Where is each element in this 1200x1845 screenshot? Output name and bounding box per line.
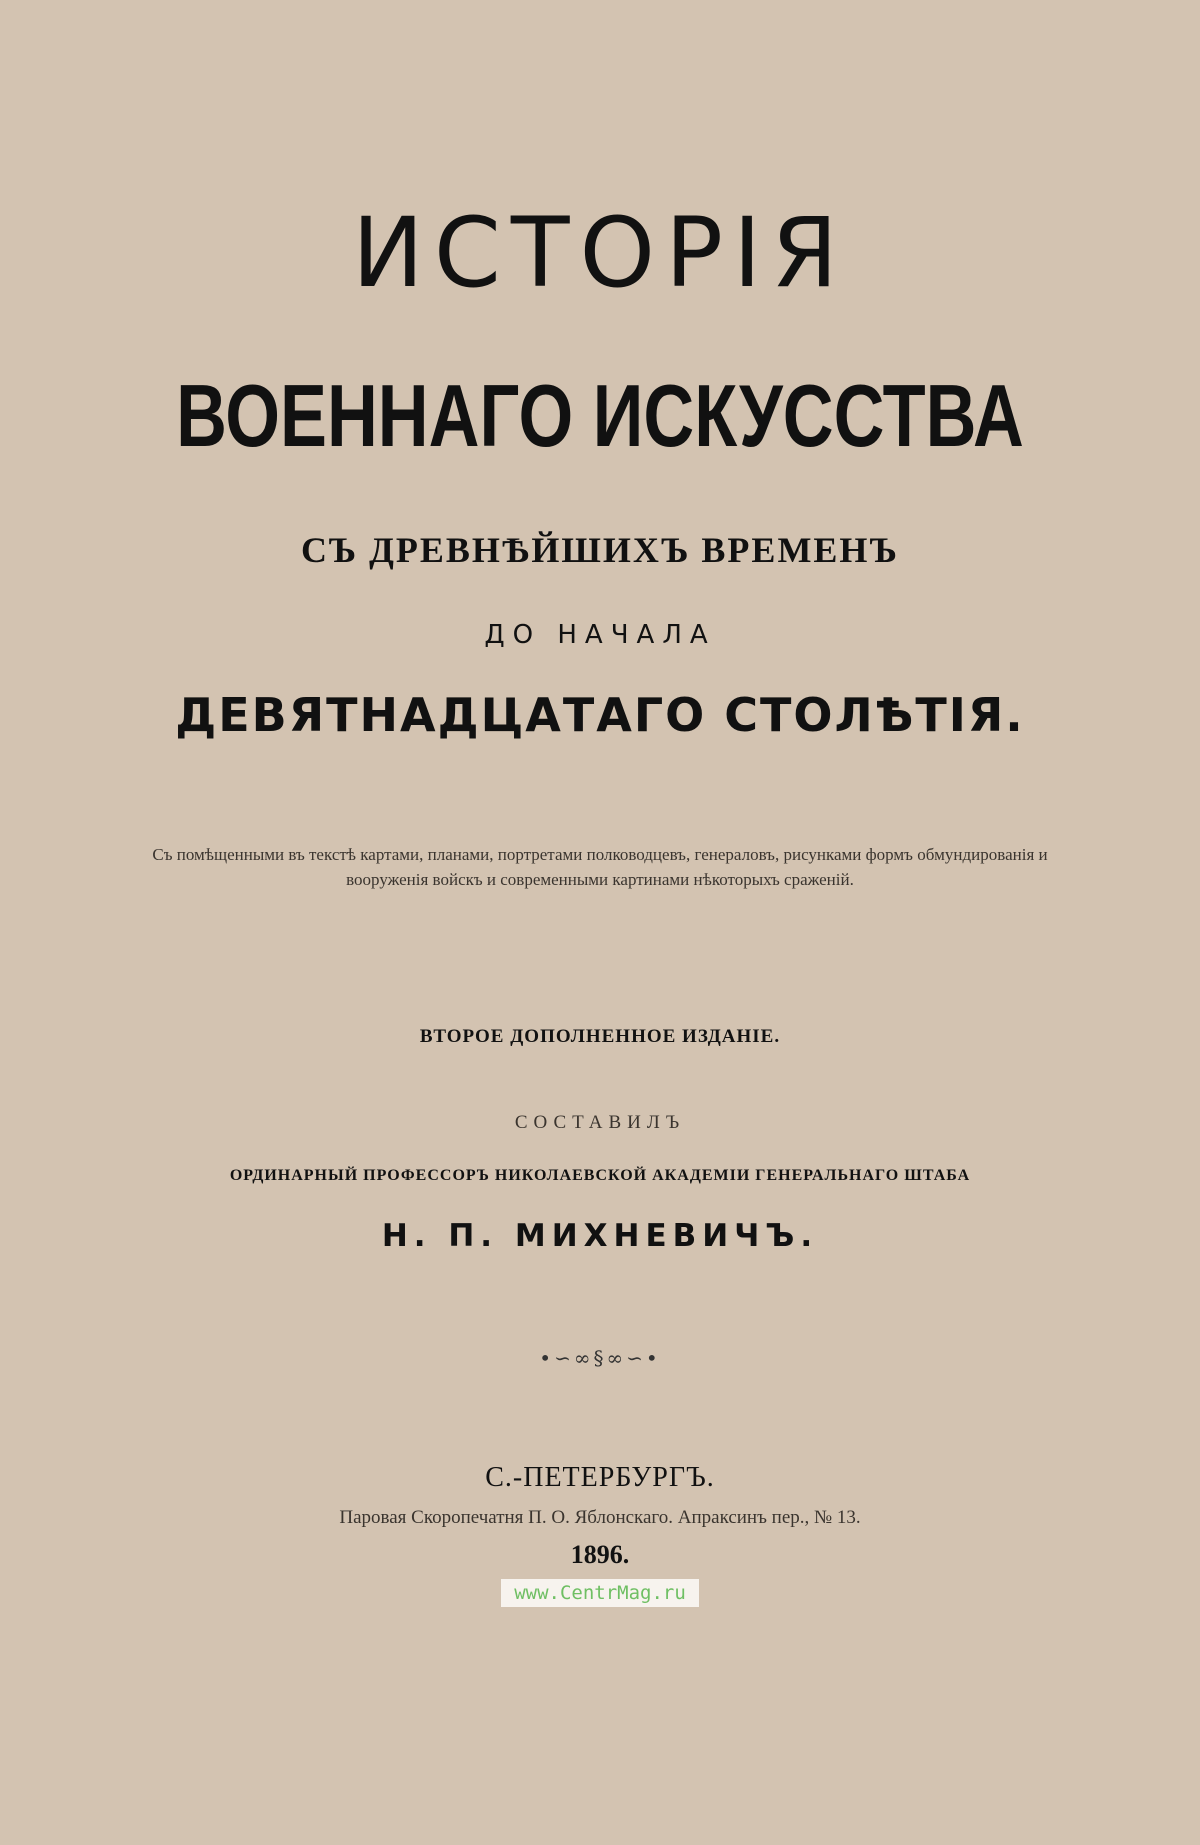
watermark-link[interactable]: www.CentrMag.ru bbox=[501, 1579, 699, 1607]
subtitle-century: ДЕВЯТНАДЦАТАГО СТОЛѢТІЯ. bbox=[175, 688, 1025, 742]
subtitle-until: ДО НАЧАЛА bbox=[484, 620, 716, 650]
book-subtitle: ВОЕННАГО ИСКУССТВА bbox=[176, 366, 1024, 465]
subtitle-from-times: СЪ ДРЕВНѢЙШИХЪ ВРЕМЕНЪ bbox=[301, 530, 899, 570]
publication-year: 1896. bbox=[570, 1540, 630, 1569]
author-name: Н. П. МИХНЕВИЧЪ. bbox=[381, 1218, 819, 1254]
edition-note: ВТОРОЕ ДОПОЛНЕННОЕ ИЗДАНІЕ. bbox=[419, 1026, 781, 1047]
illustrations-note: Съ помѣщенными въ текстѣ картами, планами, портретами полководцевъ, генераловъ, рисунками формъ обмундированія и вооруженія войскъ и современными картинами нѣкоторыхъ сраженій. bbox=[152, 845, 1048, 889]
book-title: ИСТОРІЯ bbox=[352, 197, 848, 309]
compiled-by-label: СОСТАВИЛЪ bbox=[514, 1112, 686, 1133]
publication-city: С.-ПЕТЕРБУРГЪ. bbox=[485, 1462, 715, 1493]
printer-imprint: Паровая Скоропечатня П. О. Яблонскаго. Апраксинъ пер., № 13. bbox=[339, 1507, 861, 1528]
author-rank: ОРДИНАРНЫЙ ПРОФЕССОРЪ НИКОЛАЕВСКОЙ АКАДЕМІИ ГЕНЕРАЛЬНАГО ШТАБА bbox=[229, 1167, 971, 1184]
ornament-divider: •∽∞§∞∽• bbox=[539, 1346, 661, 1370]
